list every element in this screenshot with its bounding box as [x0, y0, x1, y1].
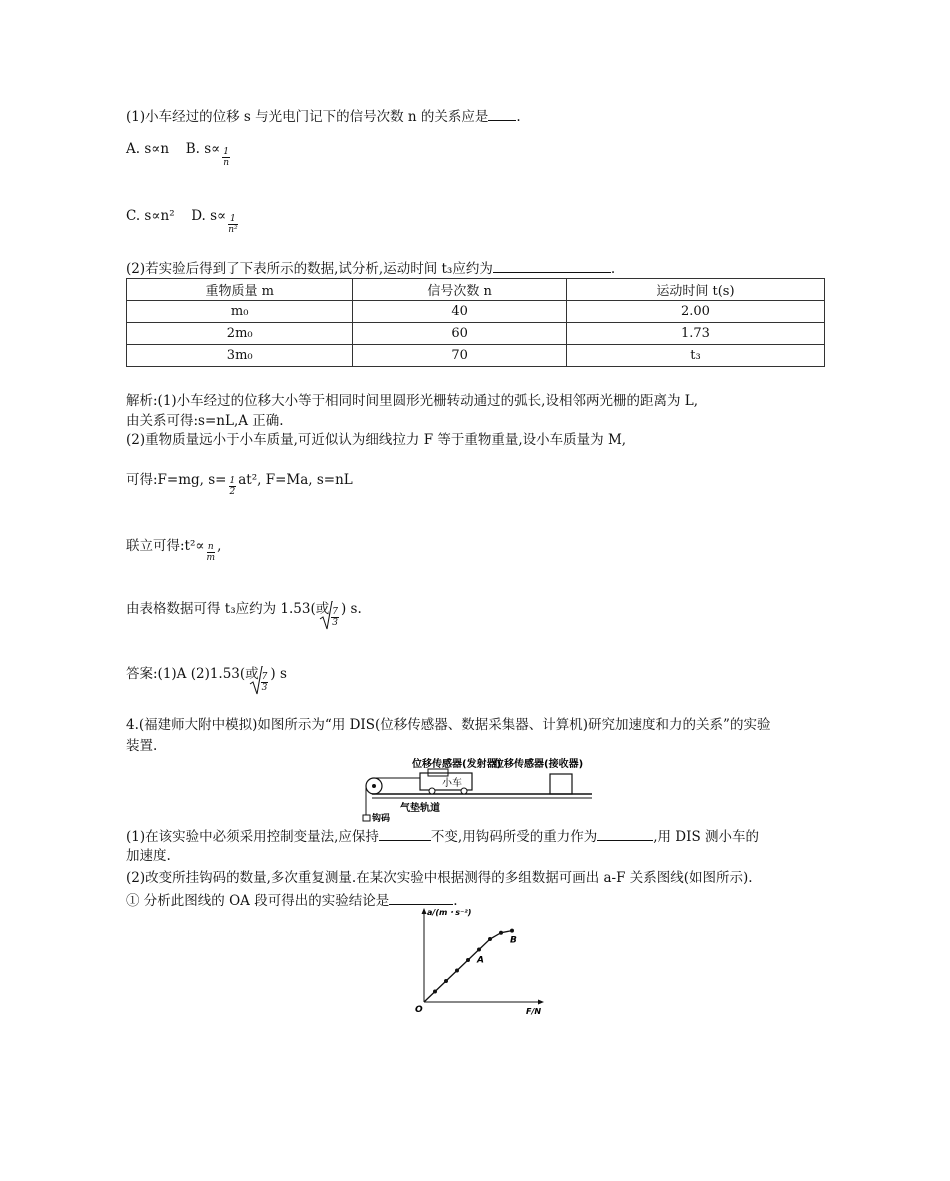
y-axis-arrow-icon	[422, 908, 427, 914]
weight-label: 钩码	[372, 814, 391, 822]
receiver-icon	[550, 774, 572, 794]
q1-prompt-line: (1)小车经过的位移 s 与光电门记下的信号次数 n 的关系应是 .	[126, 106, 521, 126]
q4-part1-c: ,用 DIS 测小车的	[653, 829, 759, 845]
data-point	[455, 969, 459, 973]
x-axis-label: F/N	[526, 1007, 542, 1016]
answer-post: ) s	[270, 666, 287, 682]
solution-line-4	[126, 470, 353, 497]
solution-line-4-pre: 可得:F=mg, s=	[126, 472, 227, 488]
solution-line-3: (2)重物质量远小于小车质量,可近似认为细线拉力 F 等于重物重量,设小车质量为 M,	[126, 432, 627, 448]
q1-option-c: C. s∝n²	[126, 208, 175, 224]
data-point	[477, 948, 481, 952]
table-cell: 3m₀	[127, 345, 353, 367]
q4-part1-b: 不变,用钩码所受的重力作为	[430, 829, 598, 845]
table-cell: 60	[353, 323, 567, 345]
q1-option-d-fraction: $\frac{1}{\text{n²}}$	[228, 214, 238, 235]
q2-blank[interactable]	[493, 258, 611, 273]
a-f-chart	[405, 906, 550, 1020]
apparatus-figure	[360, 752, 595, 822]
solution-line-4-post: at², F=Ma, s=nL	[238, 472, 353, 488]
q4-part3-text: ① 分析此图线的 OA 段可得出的实验结论是	[126, 893, 390, 909]
cart-label: 小车	[442, 778, 462, 789]
q4-part1-line	[126, 826, 759, 846]
q4-part2-line: (2)改变所挂钩码的数量,多次重复测量.在某次实验中根据测得的多组数据可画出 a-F 关系图线(如图所示).	[126, 870, 753, 886]
table-row	[127, 323, 825, 345]
solution-line-6-post: ) s.	[340, 601, 362, 617]
table-row	[127, 301, 825, 323]
series-line	[424, 931, 512, 1002]
x-axis-arrow-icon	[538, 1000, 544, 1005]
q1-blank[interactable]	[488, 106, 516, 121]
solution-n-over-m-fraction: $\frac{n}{m}$	[206, 542, 216, 563]
table-cell: 40	[353, 301, 567, 323]
q1-prompt: (1)小车经过的位移 s 与光电门记下的信号次数 n 的关系应是	[126, 109, 489, 125]
q4-part1-d: 加速度.	[126, 848, 171, 864]
solution-line-5-post: ,	[217, 538, 222, 554]
q4-part1-a: (1)在该实验中必须采用控制变量法,应保持	[126, 829, 379, 845]
solution-line-6-pre: 由表格数据可得 t₃应约为 1.53(或	[126, 601, 330, 617]
q4-line-2: 装置.	[126, 738, 158, 754]
table-cell: 1.73	[566, 323, 824, 345]
q1-option-b-fraction: $\frac{1}{n}$	[223, 147, 230, 168]
table-cell: 70	[353, 345, 567, 367]
weight-icon	[363, 815, 370, 821]
origin-label: O	[415, 1005, 423, 1015]
point-label-b: B	[510, 935, 517, 946]
cart-wheel-icon	[429, 788, 435, 794]
point-label-a: A	[477, 955, 484, 966]
y-axis-label: a/(m・s⁻²)	[427, 908, 472, 917]
q4-blank-1[interactable]	[379, 826, 431, 841]
q4-blank-2[interactable]	[597, 826, 653, 841]
table-header-row	[127, 279, 825, 301]
table-cell: 2m₀	[127, 323, 353, 345]
q4-line-1: 4.(福建师大附中模拟)如图所示为“用 DIS(位移传感器、数据采集器、计算机)研究加速度和力的关系”的实验	[126, 717, 771, 733]
receiver-label: 位移传感器(接收器)	[494, 759, 584, 770]
data-point	[488, 937, 492, 941]
table-row	[127, 345, 825, 367]
track-label: 气垫轨道	[400, 803, 440, 814]
table-header-time: 运动时间 t(s)	[566, 279, 824, 301]
solution-line-5-pre: 联立可得:t²∝	[126, 538, 205, 554]
table-header-mass: 重物质量 m	[127, 279, 353, 301]
answer-line	[126, 664, 287, 693]
data-point	[499, 931, 503, 935]
table-cell: 2.00	[566, 301, 824, 323]
q1-option-a: A. s∝n	[126, 141, 170, 157]
solution-half-fraction: $\frac{1}{2}$	[229, 476, 236, 497]
data-point	[510, 929, 514, 933]
solution-line-6	[126, 599, 362, 628]
table-header-count: 信号次数 n	[353, 279, 567, 301]
data-point	[433, 990, 437, 994]
q4-part3-end: .	[453, 893, 458, 909]
data-table	[126, 278, 825, 367]
solution-line-5	[126, 536, 222, 563]
emitter-label: 位移传感器(发射器)	[412, 759, 502, 770]
table-cell: t₃	[566, 345, 824, 367]
q2-prompt-line: (2)若实验后得到了下表所示的数据,试分析,运动时间 t₃应约为 .	[126, 258, 615, 278]
q4-blank-3[interactable]	[389, 890, 453, 905]
table-cell: m₀	[127, 301, 353, 323]
sqrt-symbol: $\frac{7}{3}$	[331, 607, 339, 628]
data-point	[466, 958, 470, 962]
q1-options-ab	[126, 139, 232, 168]
q1-options-cd	[126, 206, 240, 235]
sqrt-symbol: $\frac{7}{3}$	[261, 672, 269, 693]
q2-prompt: (2)若实验后得到了下表所示的数据,试分析,运动时间 t₃应约为	[126, 261, 493, 277]
pulley-axle-icon	[372, 784, 376, 788]
data-point	[444, 979, 448, 983]
q1-option-b: B. s∝	[185, 141, 221, 157]
solution-line-1: 解析:(1)小车经过的位移大小等于相同时间里圆形光栅转动通过的弧长,设相邻两光栅的距离为 L,	[126, 393, 699, 409]
q1-option-d: D. s∝	[191, 208, 227, 224]
answer-pre: 答案:(1)A (2)1.53(或	[126, 666, 259, 682]
solution-line-2: 由关系可得:s=nL,A 正确.	[126, 413, 284, 429]
